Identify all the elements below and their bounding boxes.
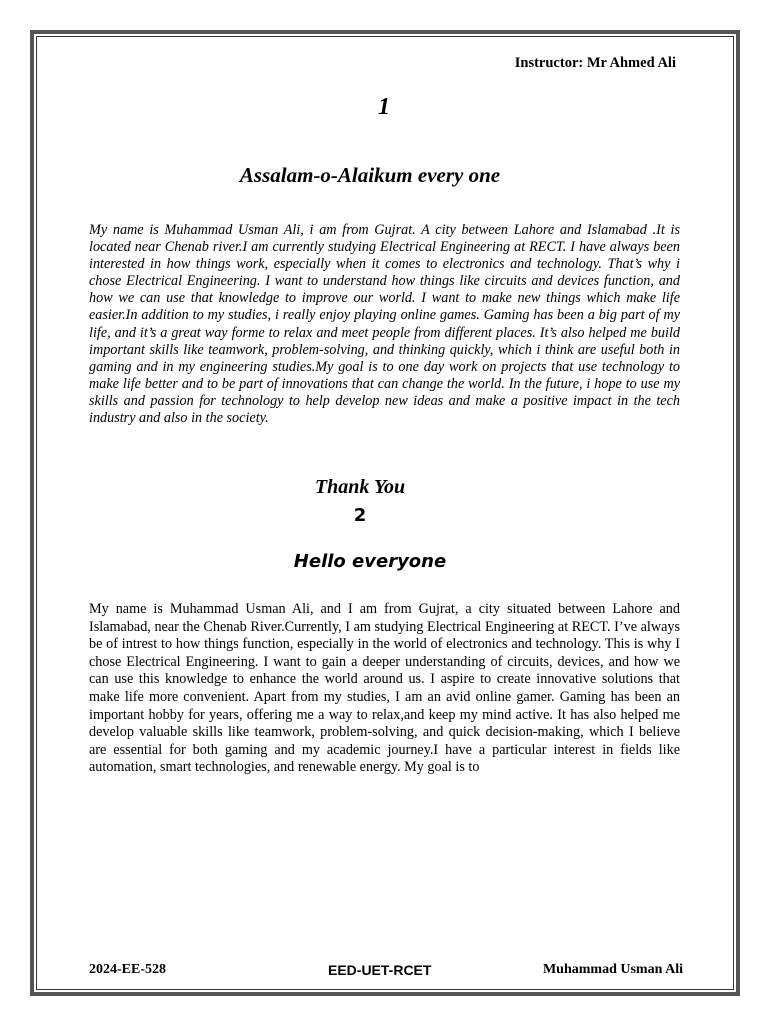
section-2-paragraph: My name is Muhammad Usman Ali, and I am from Gujrat, a city situated between Lahore and Islamabad, near the Chenab River.Currently, I am studying Electrical Engineering at RECT. I’ve always be of intrest to how things function, especially in the world of electronics and technology. This is why I chose Electrical Engineering. I want to gain a deeper understanding of circuits, devices, and how we can use this knowledge to enhance the world around us. I aspire to create innovative solutions that make life more convenient. Apart from my studies, I am an avid online gamer. Gaming has been an important hobby for years, offering me a way to relax,and keep my mind active. It has also helped me develop valuable skills like teamwork, problem-solving, and quick decision-making, which I believe are essential for both gaming and my academic journey.I have a particular interest in fields like automation, smart technologies, and renewable energy. My goal is to	[89, 601, 680, 776]
footer-roll-number: 2024-EE-528	[89, 962, 166, 977]
footer-author: Muhammad Usman Ali	[542, 962, 683, 977]
footer-department: EED-UET-RCET	[328, 962, 432, 978]
instructor-label: Instructor: Mr Ahmed Ali	[514, 55, 676, 71]
section-1-paragraph: My name is Muhammad Usman Ali, i am from Gujrat. A city between Lahore and Islamabad .It is located near Chenab river.I am currently studying Electrical Engineering at RECT. I have always been interested in how things work, especially when it comes to electronics and technology. That’s why i chose Electrical Engineering. I want to understand how things like circuits and devices function, and how we can use that knowledge to improve our world. I want to make new things which make life easier.In addition to my studies, i really enjoy playing online games. Gaming has been a big part of my life, and it’s a great way forme to relax and meet people from different places. It’s also helped me build important skills like teamwork, problem-solving, and thinking quickly, which i think are useful both in gaming and in my engineering studies.My goal is to one day work on projects that use technology to make life better and to be part of innovations that can change the world. In the future, i hope to use my skills and passion for technology to help develop new ideas and make a positive impact in the tech industry and also in the society.	[89, 222, 680, 427]
section-2-number: 2	[353, 505, 367, 526]
section-1-number: 1	[378, 94, 390, 120]
thank-you-text: Thank You	[314, 476, 406, 498]
section-1-heading: Assalam-o-Alaikum every one	[239, 163, 501, 187]
section-2-heading: Hello everyone	[293, 551, 447, 572]
